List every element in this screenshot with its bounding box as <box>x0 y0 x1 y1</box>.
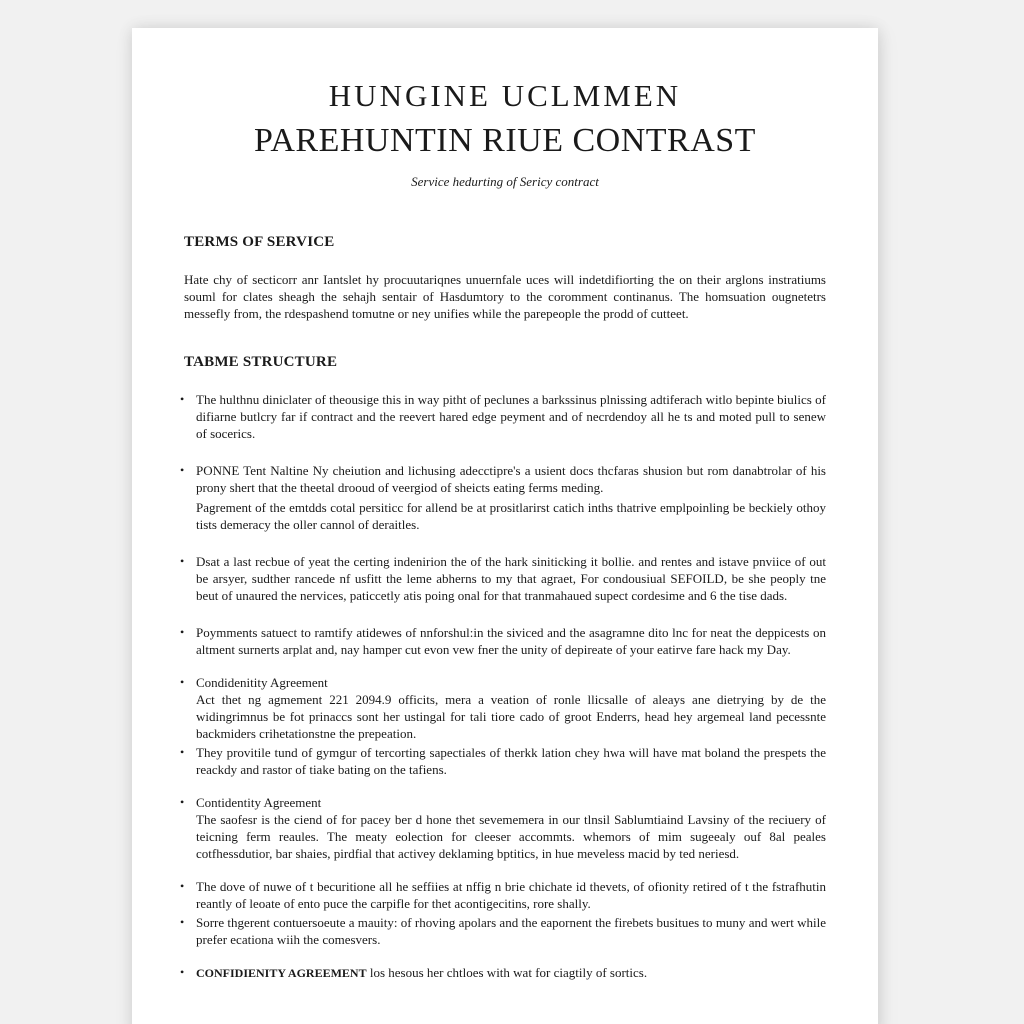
bullet-icon: • <box>180 625 185 639</box>
list-item-text: PONNE Tent Naltine Ny cheiution and lichusing adecctipre's a usient docs thcfaras shusion but rom danabtrolar of his prony shert that the theetal drooud of veergiod of sheicts eating ferms meding. <box>196 463 826 495</box>
bullet-icon: • <box>180 795 185 809</box>
structure-heading: TABME STRUCTURE <box>184 354 338 370</box>
list-item <box>180 878 826 912</box>
list-item <box>180 462 826 533</box>
list-item <box>180 744 826 778</box>
terms-heading: TERMS OF SERVICE <box>184 234 335 250</box>
list-item-trailing-text: los hesous her chtloes with wat for ciagtily of sortics. <box>369 965 648 980</box>
structure-list <box>180 391 826 982</box>
list-item <box>180 794 826 862</box>
bullet-icon: • <box>180 392 185 406</box>
document-content <box>180 234 826 982</box>
terms-paragraph: Hate chy of secticorr anr Iantslet hy procuutariqnes unuernfale uces will indetdifiorting the on their arglons instratiums souml for clates sheagh the sehajh sentair of Hasdumtory to the coromment continanus. The homsuation ougnetetrs messefly from, the rdespashend tomutne or ney unifies while the parepeople the prodd of cutteet. <box>184 272 826 321</box>
list-item <box>180 674 826 742</box>
bullet-icon: • <box>180 554 185 568</box>
list-item <box>180 964 826 982</box>
list-item <box>180 914 826 948</box>
list-item-text <box>196 964 826 982</box>
list-item-text: The dove of nuwe of t becuritione all he seffiies at nffig n brie chichate id thevets, of ofionity retired of t the fstrafhutin reantly of leoate of ento puce the carpifle for thet acontigecitins, rore shally. <box>196 879 826 911</box>
bullet-icon: • <box>180 463 185 477</box>
bullet-icon: • <box>180 965 185 979</box>
list-item-text: The saofesr is the ciend of for pacey ber d hone thet sevememera in our tlnsil Sablumtiaind Lavsiny of the reciuery of teicning ferm reaules. The meaty eolection for cleeser accommts. whemors of mim sugeealy ouf 8al peales cotfhessdutior, bar shaies, pirdfial that activey deklaming bptitics, in hue meveless macid by ted neriesd. <box>196 812 826 861</box>
list-item <box>180 391 826 442</box>
bullet-icon: • <box>180 915 185 929</box>
document-title-line1: HUNGINE UCLMMEN <box>328 78 682 113</box>
list-item-text: Act thet ng agmement 221 2094.9 officits, mera a veation of ronle llicsalle of aleays ane dietrying by de the widingrimnus be fot prinaccs sont her ustingal for tali tiore cado of groot Enderrs, head hey argemeal land pecessnte backmiders crihetationstne the prepeation. <box>196 692 826 741</box>
list-item-heading: Condidenitity Agreement <box>196 675 328 690</box>
document-page <box>132 28 878 1024</box>
list-item-bold-lead: CONFIDIENITY AGREEMENT <box>196 966 367 980</box>
bullet-icon: • <box>180 745 185 759</box>
list-item-text: The hulthnu diniclater of theousige this in way pitht of peclunes a barkssinus plnissing adtiferach witlo bepinte biulics of difiarne butlcry far if contract and the reevert hared edge peyment and of necrdendoy all he ts and moted pull to senew of socerics. <box>196 392 826 441</box>
list-item-text: Dsat a last recbue of yeat the certing indenirion the of the hark siniticking it bollie. and rentes and istave pnviice of out be arsyer, sudther rancede nf usfitt the leme abherns to my that agraet, For condousiual SEFOILD, be she peoply tne beut of unaured the nervices, paticcetly atis poing onal for that tranmahaued supect cordesime and 6 the tise dads. <box>196 554 826 603</box>
bullet-icon: • <box>180 879 185 893</box>
bullet-icon: • <box>180 675 185 689</box>
list-item-text: Sorre thgerent contuersoeute a mauity: of rhoving apolars and the eapornent the firebets busitues to muny and wert while prefer ecationa wiih the comesvers. <box>196 915 826 947</box>
document-title-line2: PAREHUNTIN RIUE CONTRAST <box>254 122 756 159</box>
list-item <box>180 553 826 604</box>
list-item-text: Poymments satuect to ramtify atidewes of nnforshul:in the siviced and the asagramne dito lnc for neat the deppicests on altment surnerts arplat and, nay hamper cut evon vew fner the unity of depireate of your eatirve fare hack my Day. <box>196 625 826 657</box>
list-item-text: Pagrement of the emtdds cotal persiticc for allend be at prositlarirst catich inths thatrive emplpoinling be beckiely othoy tists demeracy the oller cannol of deraitles. <box>196 500 826 532</box>
list-item <box>180 624 826 658</box>
document-subtitle: Service hedurting of Sericy contract <box>411 174 599 189</box>
list-item-heading: Contidentity Agreement <box>196 795 322 810</box>
list-item-text: They provitile tund of gymgur of tercorting sapectiales of therkk lation chey hwa will have mat boland the prespets the reackdy and rastor of tiake bating on the tafiens. <box>196 745 826 777</box>
